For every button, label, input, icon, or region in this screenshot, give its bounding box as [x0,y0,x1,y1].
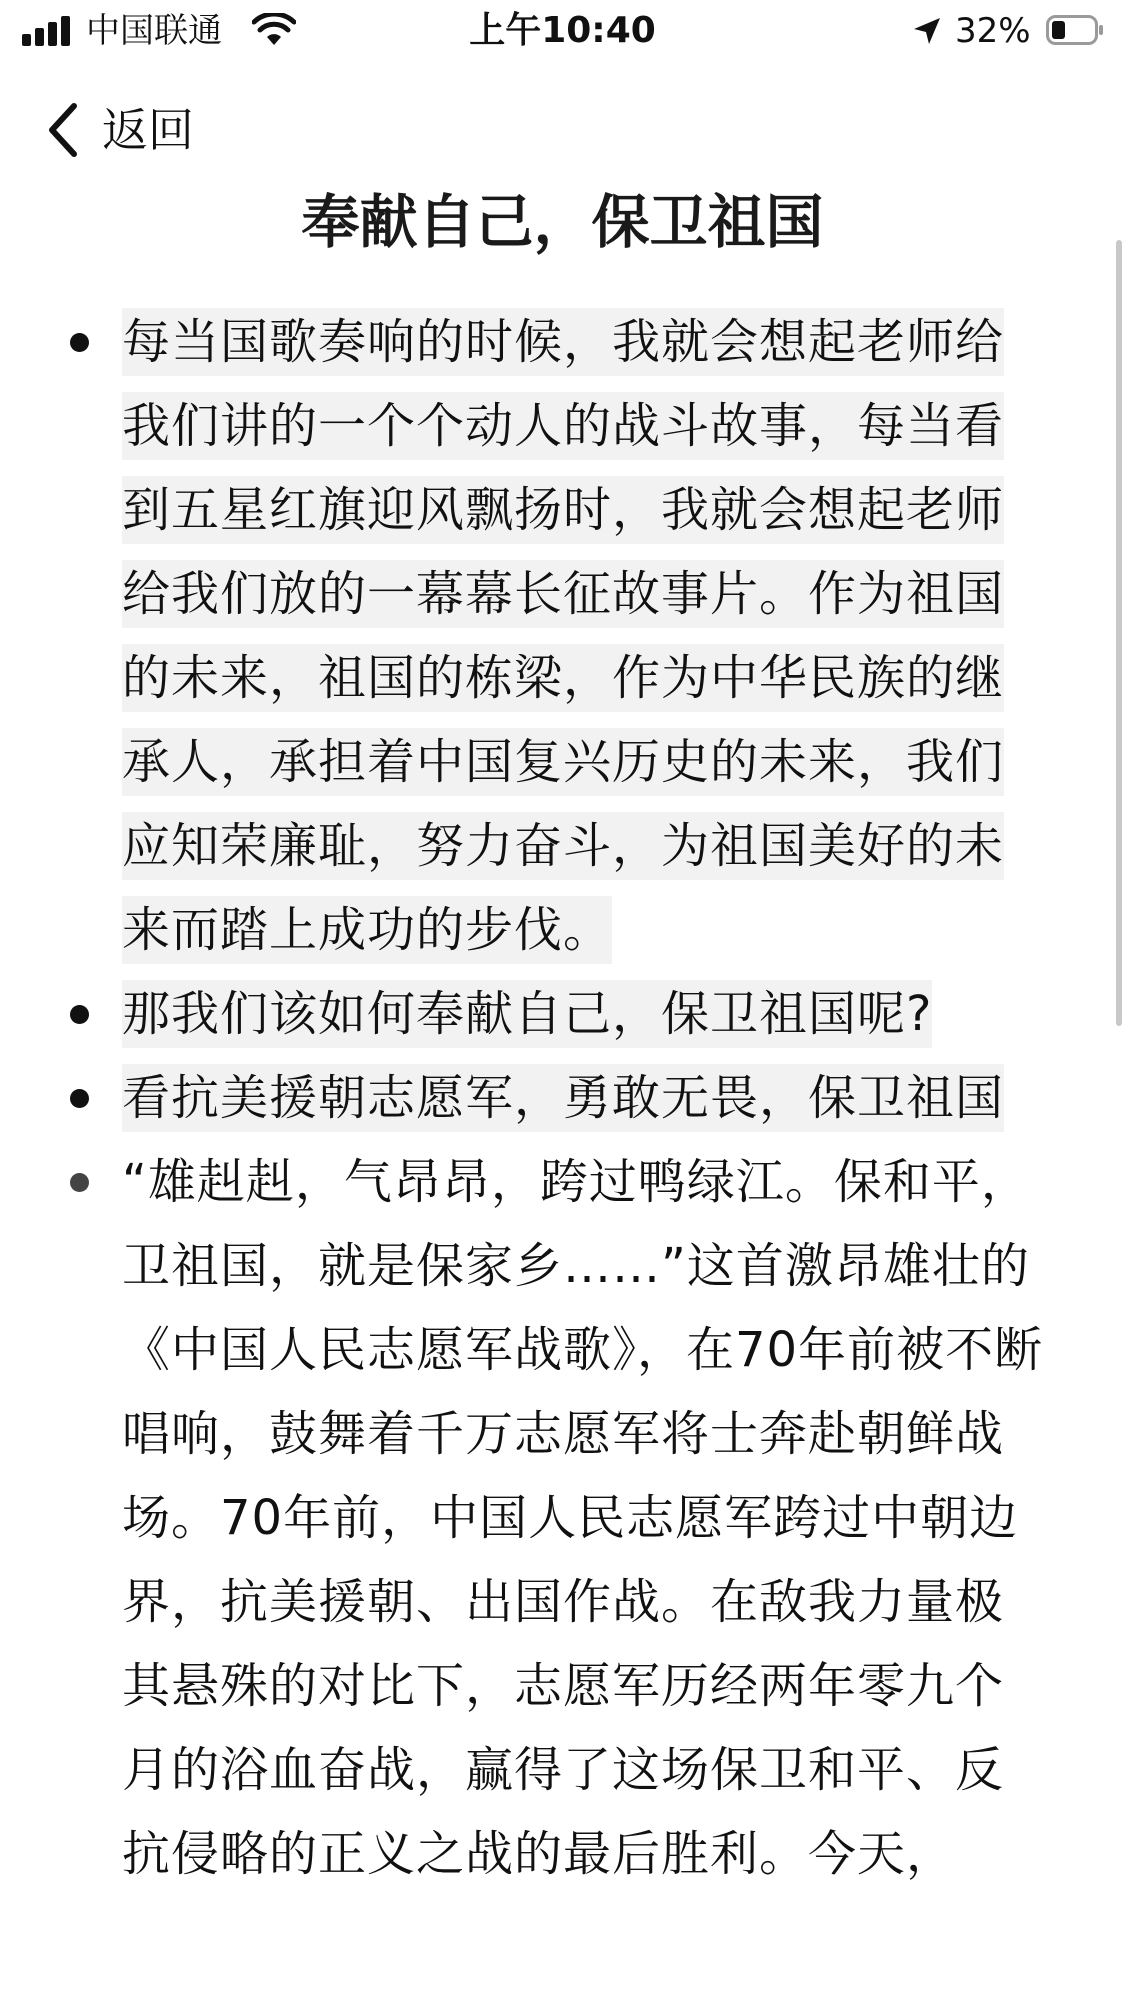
bullet-icon [70,333,89,352]
list-item [0,972,1044,1056]
back-label: 返回 [102,103,194,157]
list-item-text: 每当国歌奏响的时候，我就会想起老师给我们讲的一个个动人的战斗故事，每当看到五星红旗迎风飘扬时，我就会想起老师给我们放的一幕幕长征故事片。作为祖国的未来，祖国的栋梁，作为中华民族的继承人，承担着中国复兴历史的未来，我们应知荣廉耻，努力奋斗，为祖国美好的未来而踏上成功的步伐。 [122,308,1004,964]
article-body [0,300,1125,1896]
battery-icon [1046,15,1104,45]
list-item [0,300,1044,972]
list-item [0,1140,1044,1896]
list-item-text: 那我们该如何奉献自己，保卫祖国呢? [122,980,932,1048]
status-bar [0,0,1125,64]
list-item [0,1056,1044,1140]
list-item-text: 看抗美援朝志愿军，勇敢无畏，保卫祖国 [122,1064,1004,1132]
carrier-name: 中国联通 [86,11,222,51]
location-arrow-icon [912,16,942,46]
page-title: 奉献自己，保卫祖国 [301,188,824,256]
chevron-left-icon [44,100,84,160]
list-item-text: “雄赳赳，气昂昂，跨过鸭绿江。保和平，卫祖国，就是保家乡……”这首激昂雄壮的《中国人民志愿军战歌》，在70年前被不断唱响，鼓舞着千万志愿军将士奔赴朝鲜战场。70年前，中国人民志愿军跨过中朝边界，抗美援朝、出国作战。在敌我力量极其悬殊的对比下，志愿军历经两年零九个月的浴血奋战，赢得了这场保卫和平、反抗侵略的正义之战的最后胜利。今天， [122,1154,1044,1882]
bullet-icon [70,1089,89,1108]
back-button[interactable] [44,98,194,162]
bullet-icon [70,1173,89,1192]
status-time: 上午10:40 [469,10,656,51]
battery-percent: 32% [955,11,1031,51]
bullet-icon [70,1005,89,1024]
